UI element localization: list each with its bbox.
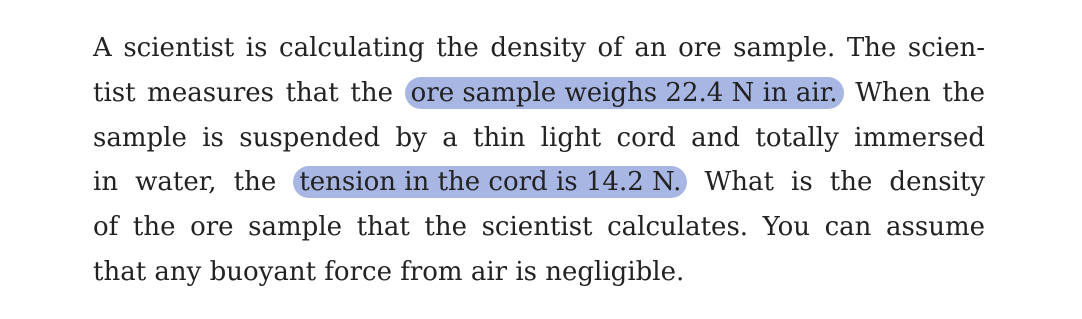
line-4-start: in water, the [93,167,277,198]
line-2-start: tist measures that the [93,77,393,108]
text-line-5: of the ore sample that the scientist calculates. You can assume [93,212,985,243]
text-line-3: sample is suspended by a thin light cord and totally immersed [93,122,985,153]
text-line-2 [93,71,985,116]
text-line-4 [93,160,985,205]
line-4-end: What is the density [704,167,985,198]
text-line-6: that any buoyant force from air is negligible. [93,256,685,287]
line-2-end: When the [855,77,986,108]
problem-text [93,26,985,295]
highlight-cord-tension: tension in the cord is 14.2 N. [293,166,687,198]
highlight-weight-in-air: ore sample weighs 22.4 N in air. [405,77,844,109]
text-line-1: A scientist is calculating the density of an ore sample. The scien- [93,33,985,63]
